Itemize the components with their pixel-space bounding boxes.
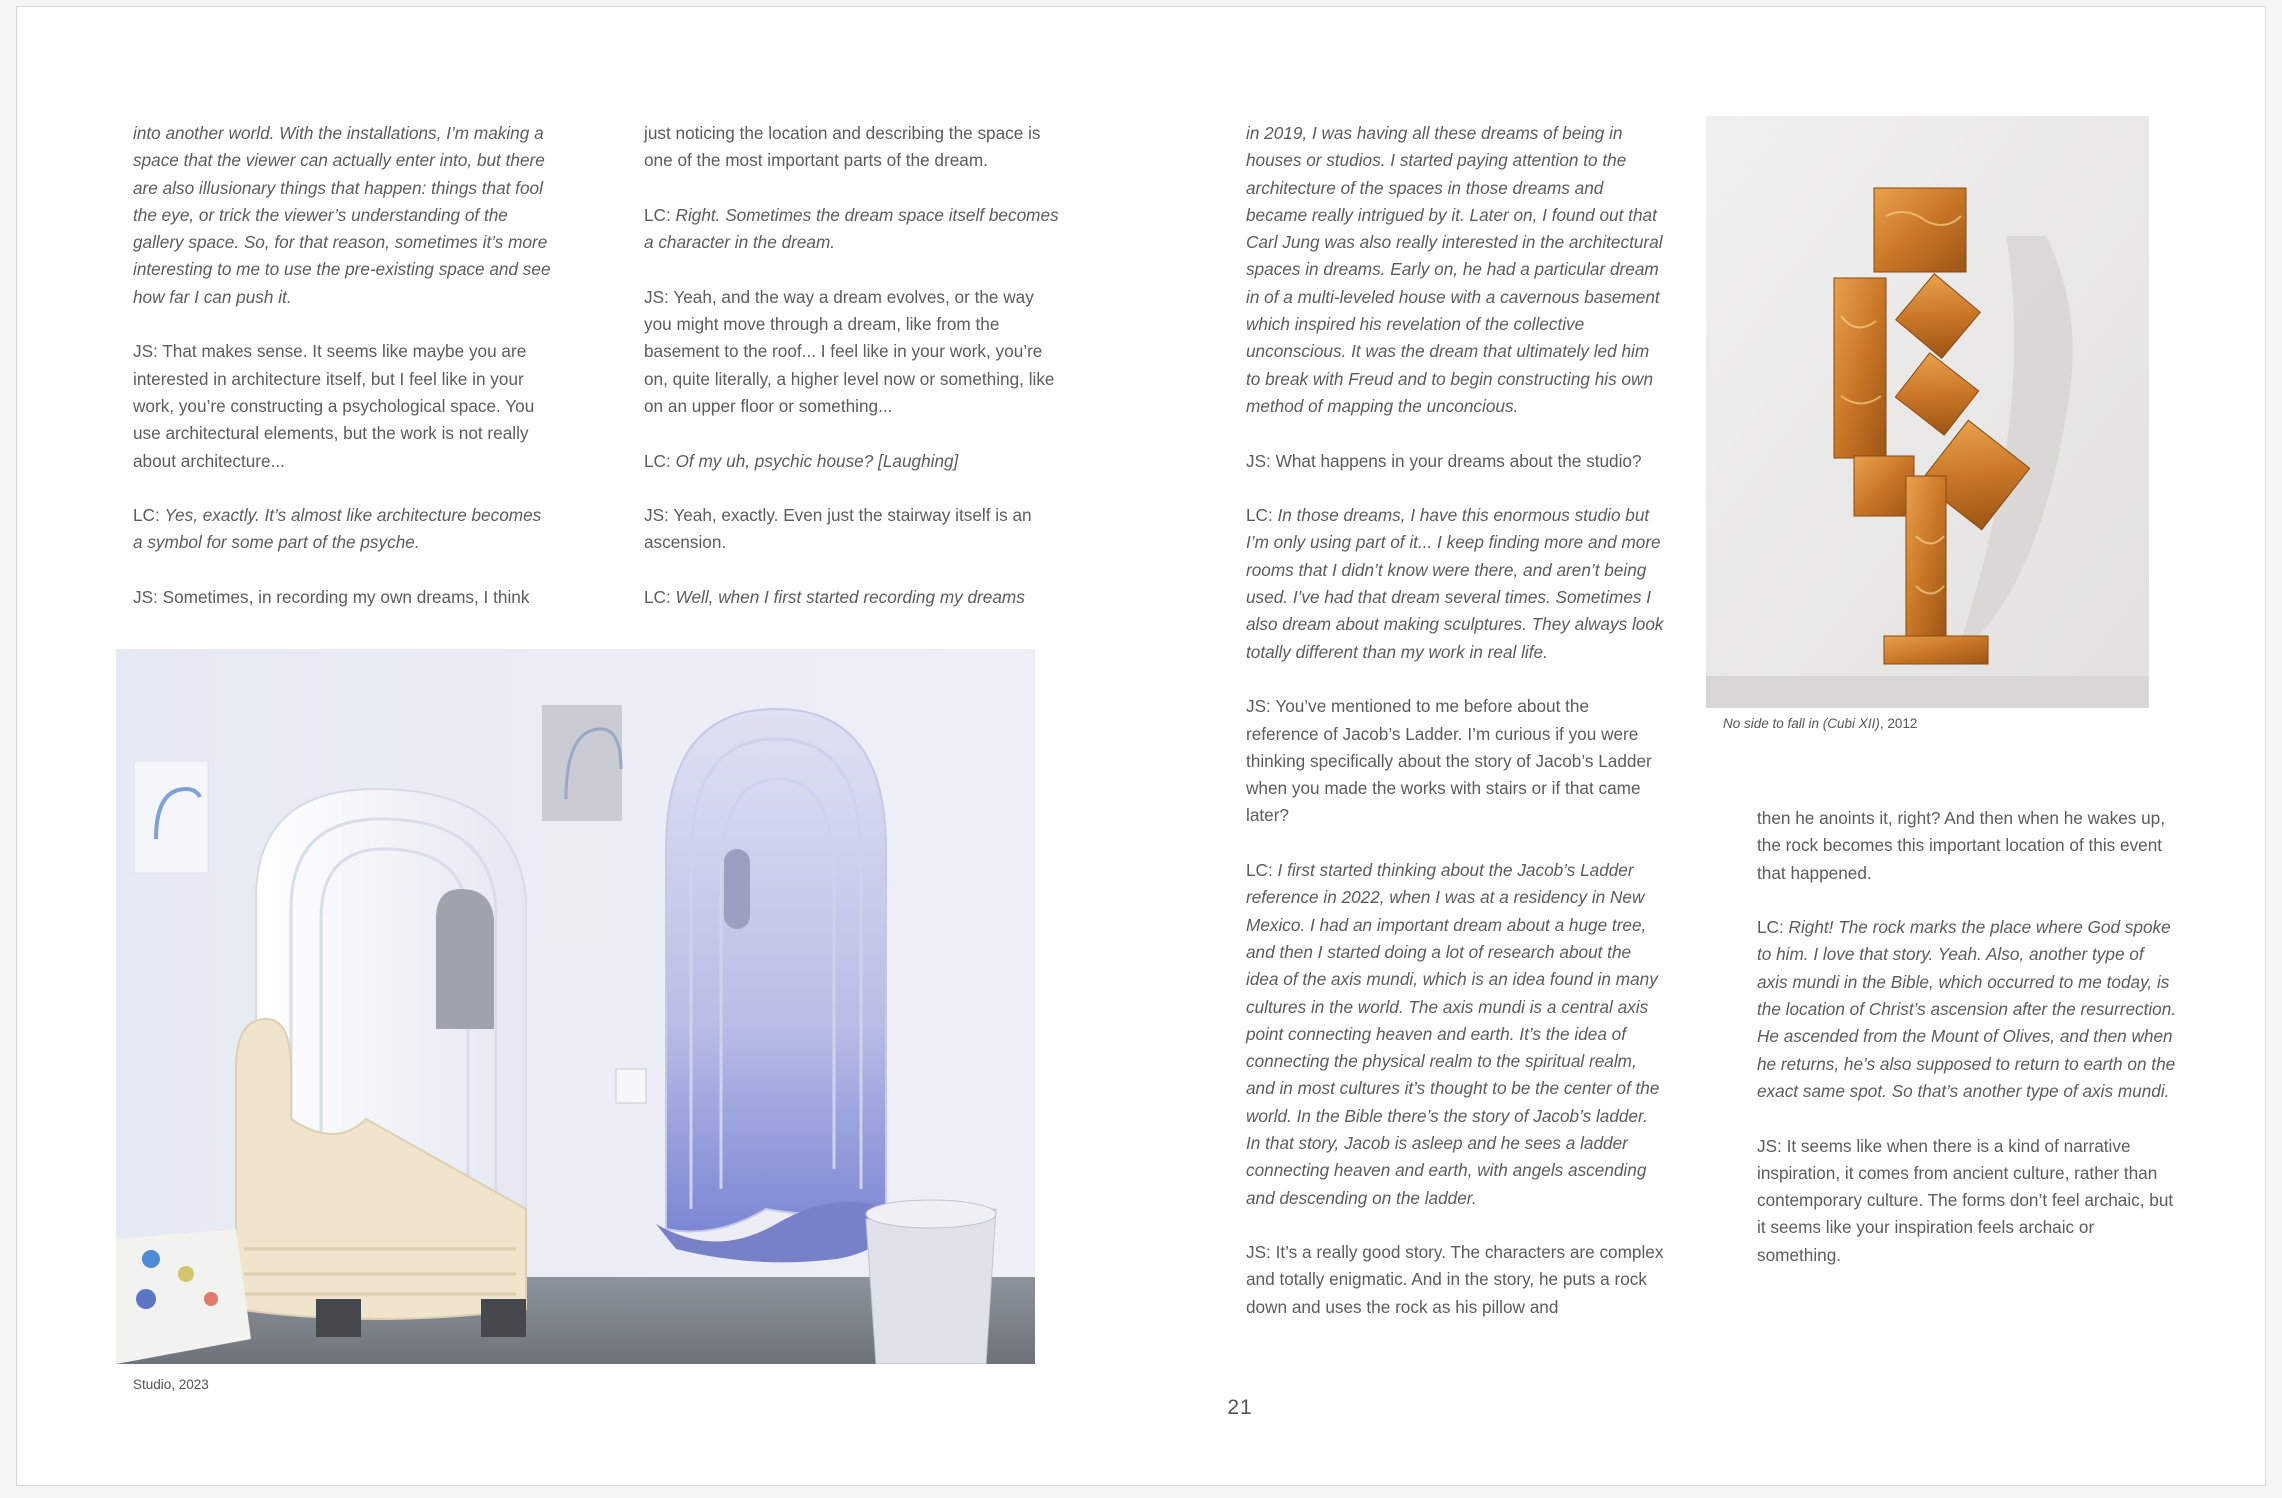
paragraph-text: What happens in your dreams about the studio? xyxy=(1275,450,1642,471)
paragraph-text: You’ve mentioned to me before about the reference of Jacob’s Ladder. I’m curious if you were thinking specifically about the story of Jacob’s Ladder when you made the works with stairs or if that came later? xyxy=(1246,696,1652,826)
paragraph xyxy=(644,502,1064,557)
speaker-label: LC: xyxy=(1246,505,1278,526)
paragraph-text: then he anoints it, right? And then when he wakes up, the rock becomes this important location of this event that happened. xyxy=(1757,808,2166,883)
sculpture-year: , 2012 xyxy=(1879,716,1918,731)
paragraph-text: Yes, exactly. It’s almost like architecture becomes a symbol for some part of the psyche. xyxy=(133,505,542,553)
paragraph xyxy=(133,502,553,557)
paragraph xyxy=(1246,857,1666,1212)
sculpture-photo xyxy=(1706,116,2149,708)
paragraph-text: In those dreams, I have this enormous studio but I’m only using part of it... I keep finding more and more rooms that I didn’t know were there, and aren’t being used. I’ve had that dream several times. Sometimes I also dream about making sculptures. They always look totally different than my work in real life. xyxy=(1246,505,1664,662)
speaker-label: JS: xyxy=(644,505,674,526)
paragraph-text: Yeah, exactly. Even just the stairway itself is an ascension. xyxy=(644,505,1032,553)
paragraph-text: just noticing the location and describing the space is one of the most important parts of the dream. xyxy=(644,123,1041,171)
speaker-label: LC: xyxy=(644,587,676,608)
paragraph-text: Yeah, and the way a dream evolves, or the way you might move through a dream, like from the basement to the roof... I feel like in your work, you’re on, quite literally, a higher level now or something, like on an upper floor or something... xyxy=(644,286,1055,416)
speaker-label: JS: xyxy=(1246,450,1276,471)
studio-photo xyxy=(116,649,1035,1364)
paragraph xyxy=(1246,448,1666,475)
text-column-4 xyxy=(1757,805,2177,1269)
studio-caption: Studio, 2023 xyxy=(133,1377,209,1392)
speaker-label: LC: xyxy=(133,505,165,526)
speaker-label: JS: xyxy=(1757,1135,1787,1156)
speaker-label: LC: xyxy=(644,450,676,471)
speaker-label: JS: xyxy=(133,587,163,608)
paragraph-text: It seems like when there is a kind of narrative inspiration, it comes from ancient culture, rather than contemporary culture. The forms don’t feel archaic, but it seems like your inspiration feels archaic or something. xyxy=(1757,1135,2174,1265)
paragraph-text: in 2019, I was having all these dreams of being in houses or studios. I started paying attention to the architecture of the spaces in those dreams and became really intrigued by it. Later on, I found out that Carl Jung was also really interested in the architectural spaces in dreams. Early on, he had a particular dream in of a multi-leveled house with a cavernous basement which inspired his revelation of the collective unconscious. It was the dream that ultimately led him to break with Freud and to begin constructing his own method of mapping the unconcious. xyxy=(1246,123,1663,416)
speaker-label: JS: xyxy=(644,286,674,307)
paragraph xyxy=(133,584,553,611)
paragraph xyxy=(644,202,1064,257)
paragraph-text: Sometimes, in recording my own dreams, I think xyxy=(162,587,530,608)
paragraph xyxy=(133,120,553,311)
paragraph xyxy=(1757,805,2177,887)
paragraph xyxy=(1246,693,1666,829)
paragraph-text: Right! The rock marks the place where God spoke to him. I love that story. Yeah. Also, another type of axis mundi in the Bible, which occurred to me today, is the location of Christ’s ascension after the resurrection. He ascended from the Mount of Olives, and then when he returns, he’s also supposed to return to earth on the exact same spot. So that’s another type of axis mundi. xyxy=(1757,917,2177,1101)
speaker-label: LC: xyxy=(644,204,676,225)
paragraph-text: That makes sense. It seems like maybe you are interested in architecture itself, but I feel like in your work, you’re constructing a psychological space. You use architectural elements, but the work is not really about architecture... xyxy=(133,341,535,471)
paragraph xyxy=(1246,120,1666,420)
text-column-3 xyxy=(1246,120,1666,1321)
speaker-label: LC: xyxy=(1757,917,1789,938)
speaker-label: LC: xyxy=(1246,860,1278,881)
paragraph-text: Well, when I first started recording my dreams xyxy=(675,587,1025,608)
paragraph xyxy=(644,284,1064,420)
paragraph xyxy=(644,120,1064,175)
speaker-label: JS: xyxy=(133,341,163,362)
sculpture-caption xyxy=(1723,716,1917,732)
speaker-label: JS: xyxy=(1246,696,1276,717)
speaker-label: JS: xyxy=(1246,1242,1276,1263)
paragraph xyxy=(1246,502,1666,666)
text-column-1 xyxy=(133,120,553,611)
paragraph xyxy=(1757,914,2177,1105)
text-column-2 xyxy=(644,120,1064,611)
paragraph-text: Of my uh, psychic house? [Laughing] xyxy=(675,450,959,471)
paragraph xyxy=(133,338,553,474)
paragraph xyxy=(644,584,1064,611)
paragraph-text: Right. Sometimes the dream space itself becomes a character in the dream. xyxy=(644,204,1059,253)
sculpture-title: No side to fall in (Cubi XII) xyxy=(1723,716,1880,731)
paragraph-text: It’s a really good story. The characters are complex and totally enigmatic. And in the story, he puts a rock down and uses the rock as his pillow and xyxy=(1246,1242,1664,1317)
paragraph-text: into another world. With the installations, I’m making a space that the viewer can actually enter into, but there are also illusionary things that happen: things that fool the eye, or trick the viewer’s understanding of the gallery space. So, for that reason, sometimes it’s more interesting to me to use the pre-existing space and see how far I can push it. xyxy=(133,123,551,307)
paragraph-text: I first started thinking about the Jacob’s Ladder reference in 2022, when I was at a residency in New Mexico. I had an important dream about a huge tree, and then I started doing a lot of research about the idea of the axis mundi, which is an idea found in many cultures in the world. The axis mundi is a central axis point connecting heaven and earth. It’s the idea of connecting the physical realm to the spiritual realm, and in most cultures it’s thought to be the center of the world. In the Bible there’s the story of Jacob’s ladder. In that story, Jacob is asleep and he sees a ladder connecting heaven and earth, with angels ascending and descending on the ladder. xyxy=(1246,860,1660,1208)
page-number: 21 xyxy=(1227,1396,1253,1419)
paragraph xyxy=(1246,1239,1666,1321)
paragraph xyxy=(1757,1133,2177,1269)
paragraph xyxy=(644,448,1064,475)
